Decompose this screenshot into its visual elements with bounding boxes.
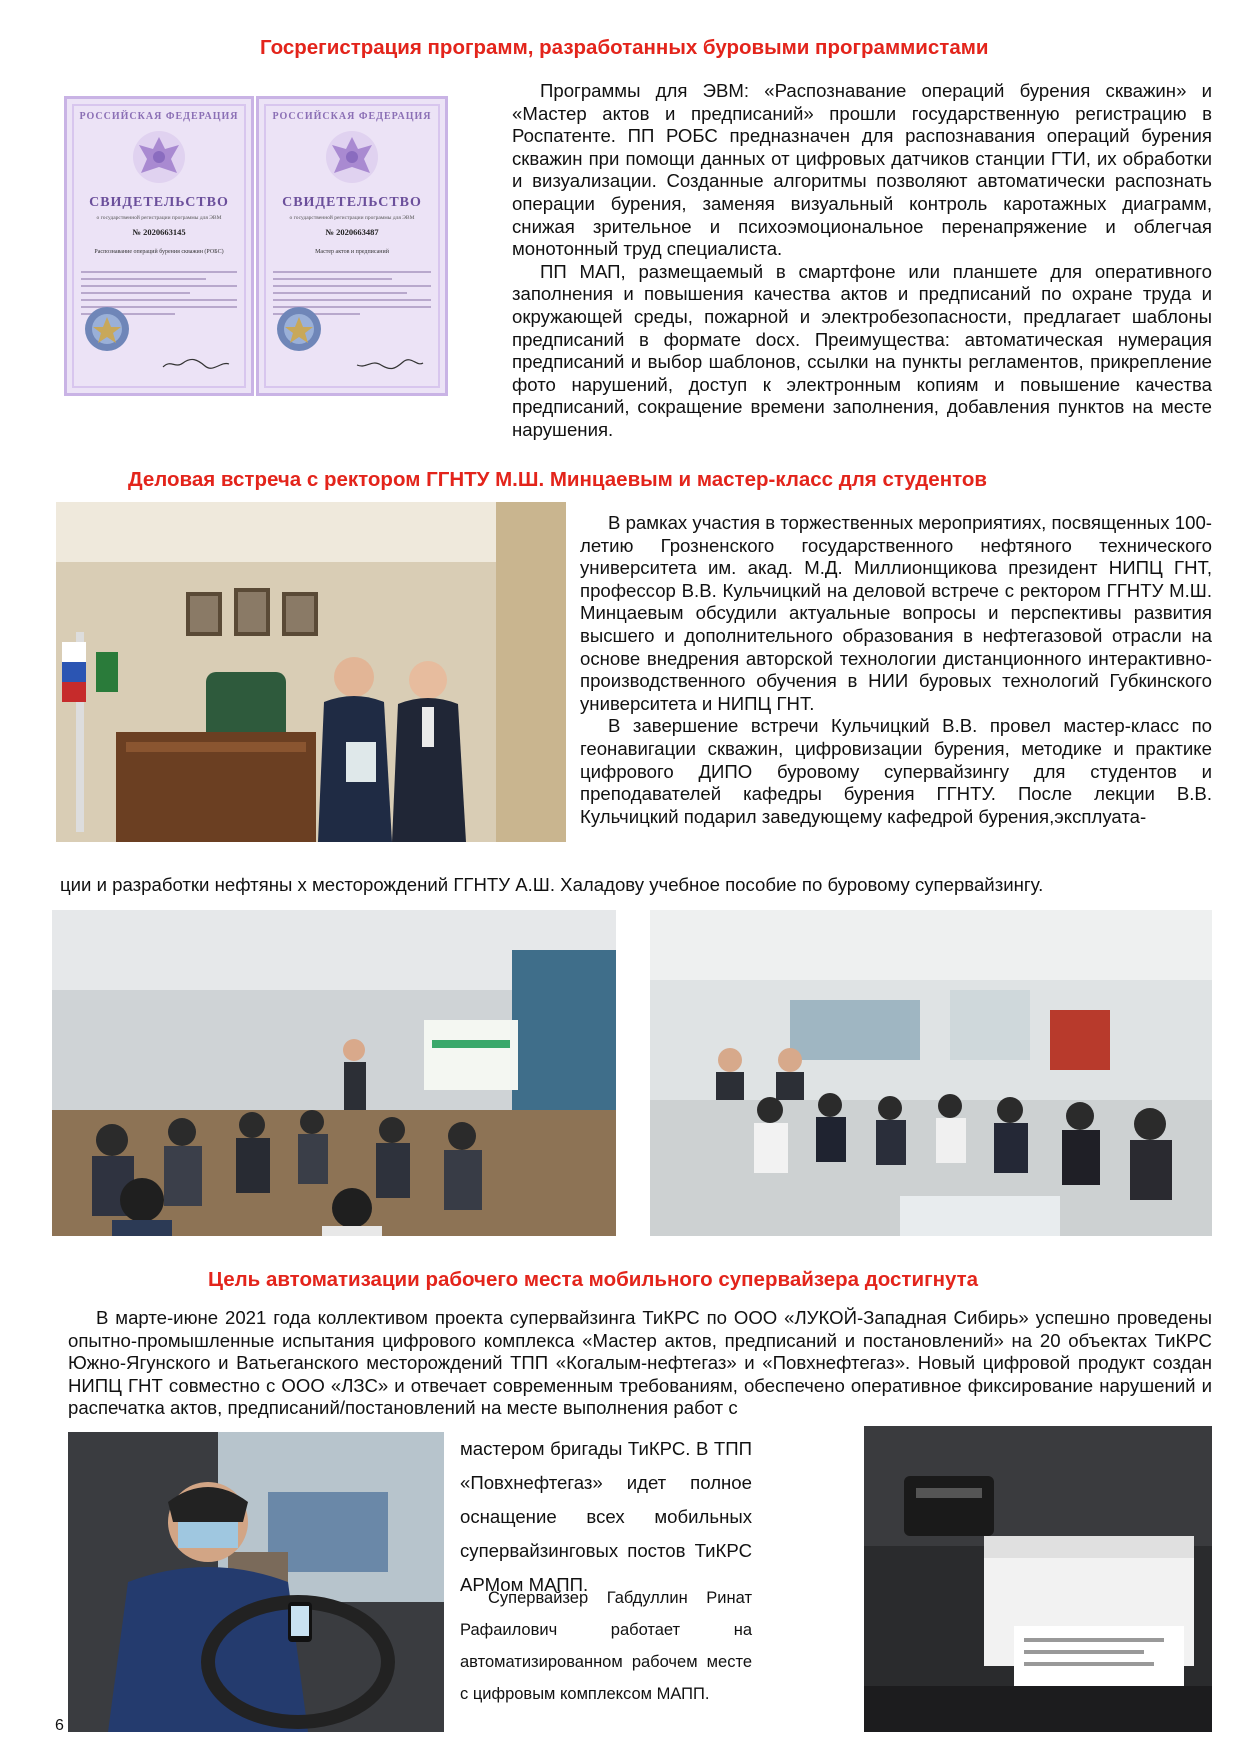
section1-paragraph-2: ПП МАП, размещаемый в смартфоне или планшете для оперативного заполнения и повышения качества актов и предписаний по охране труда и окружающей среды, пожарной и электробезопасности, предлагает шаблоны предписаний в формате docx. Преимущества: автоматическая нумерация предписаний и выбор шаблонов, ссылки на пункты регламентов, прикрепление фото нарушений, доступ к электронным копиям и повышение качества предписаний, сокращение времени заполнения, добавления пунктов на месте нарушения. <box>512 260 1212 440</box>
supervisor-in-car-photo <box>68 1432 444 1732</box>
signature-icon <box>355 357 425 371</box>
eagle-emblem-icon <box>324 129 380 185</box>
certificate-image-robs <box>64 96 254 396</box>
section1-text <box>512 80 1212 442</box>
certificate-country: РОССИЙСКАЯ ФЕДЕРАЦИЯ <box>272 111 432 122</box>
seal-icon <box>275 305 323 353</box>
section3-paragraph-1: В марте-июне 2021 года коллективом проекта супервайзинга ТиКРС по ООО «ЛУКОЙ-Западная Сибирь» успешно проведены опытно-промышленные испытания цифрового комплекса «Мастер актов, предписаний и постановлений» на 20 объектах ТиКРС Южно-Ягунского и Ватьеганского месторождений ТПП «Когалым-нефтегаз» и «Повхнефтегаз». Новый цифровой продукт создан НИПЦ ГНТ совместно с ООО «ЛЗС» и отвечает современным требованиям, обеспечено оперативное фиксирование нарушений и распечатка актов, предписаний/постановлений на месте выполнения работ с <box>68 1307 1212 1419</box>
certificate-image-map <box>256 96 448 396</box>
certificate-subtitle: о государственной регистрации программы для ЭВМ <box>96 215 222 221</box>
section2-text-right <box>580 512 1212 828</box>
certificate-title: СВИДЕТЕЛЬСТВО <box>282 195 422 210</box>
section2-paragraph-1: В рамках участия в торжественных мероприятиях, посвященных 100-летию Грозненского государственного нефтяного технического университета им. акад. М.Д. Миллионщикова президент НИПЦ ГНТ, профессор В.В. Кульчицкий на деловой встрече с ректором ГГНТУ М.Ш. Минцаевым обсудили актуальные вопросы и перспективы развития высшего и дополнительного образования в нефтегазовой отрасли на основе внедрения авторской технологии дистанционного интерактивно-производственного обучения в НИИ буровых технологий Губкинского университета и НИПЦ ГНТ. <box>580 512 1212 714</box>
photo-caption: Супервайзер Габдуллин Ринат Рафаилович работает на автоматизированном рабочем месте с цифровым комплексом МАПП. <box>460 1589 752 1703</box>
certificate-number: № 2020663487 <box>325 227 379 237</box>
page-number: 6 <box>55 1717 64 1734</box>
section2-heading: Деловая встреча с ректором ГГНТУ М.Ш. Минцаевым и мастер-класс для студентов <box>128 468 987 491</box>
classroom-photo <box>650 910 1212 1236</box>
certificate-program-name: Мастер актов и предписаний <box>315 249 389 255</box>
section2-text-full <box>60 874 1210 897</box>
section1-heading: Госрегистрация программ, разработанных буровыми программистами <box>260 36 989 59</box>
certificate-subtitle: о государственной регистрации программы для ЭВМ <box>289 215 415 221</box>
section1-paragraph-1: Программы для ЭВМ: «Распознавание операций бурения скважин» и «Мастер актов и предписаний» прошли государственную регистрацию в Роспатенте. ПП РОБС предназначен для распознавания операций бурения скважин при помощи данных от цифровых датчиков станции ГТИ, их обработки и визуализации. Созданные алгоритмы позволяют автоматически распознать операции бурения, заменяя визуальный контроль каротажных диаграмм, снижая зрительное и психоэмоциональное перенапряжение и облегчая монотонный труд специалиста. <box>512 80 1212 260</box>
printer-in-car-photo <box>864 1426 1212 1732</box>
section2-paragraph-2-continued: ции и разработки нефтяны х месторождений ГГНТУ А.Ш. Халадову учебное пособие по буровому супервайзингу. <box>60 874 1044 895</box>
lecture-photo <box>52 910 616 1236</box>
certificate-number: № 2020663145 <box>132 227 186 237</box>
certificate-program-name: Распознавание операций бурения скважин (РОБС) <box>94 249 224 255</box>
section3-text-middle <box>460 1432 752 1602</box>
seal-icon <box>83 305 131 353</box>
eagle-emblem-icon <box>131 129 187 185</box>
section3-caption <box>460 1582 752 1710</box>
rector-meeting-photo <box>56 502 566 842</box>
certificate-country: РОССИЙСКАЯ ФЕДЕРАЦИЯ <box>79 111 239 122</box>
section3-heading: Цель автоматизации рабочего места мобильного супервайзера достигнута <box>208 1268 979 1291</box>
section3-text-full <box>68 1307 1212 1420</box>
signature-icon <box>161 357 231 371</box>
certificate-title: СВИДЕТЕЛЬСТВО <box>89 195 229 210</box>
section3-paragraph-2: мастером бригады ТиКРС. В ТПП «Повхнефтегаз» идет полное оснащение всех мобильных супервайзинговых постов ТиКРС АРМом МАПП. <box>460 1438 752 1595</box>
section2-paragraph-2: В завершение встречи Кульчицкий В.В. провел мастер-класс по геонавигации скважин, цифровизации бурения, методике и практике цифрового ДИПО буровому супервайзингу для студентов и преподавателей кафедры бурения ГГНТУ. После лекции В.В. Кульчицкий подарил заведующему кафедрой бурения,эксплуата- <box>580 715 1212 827</box>
